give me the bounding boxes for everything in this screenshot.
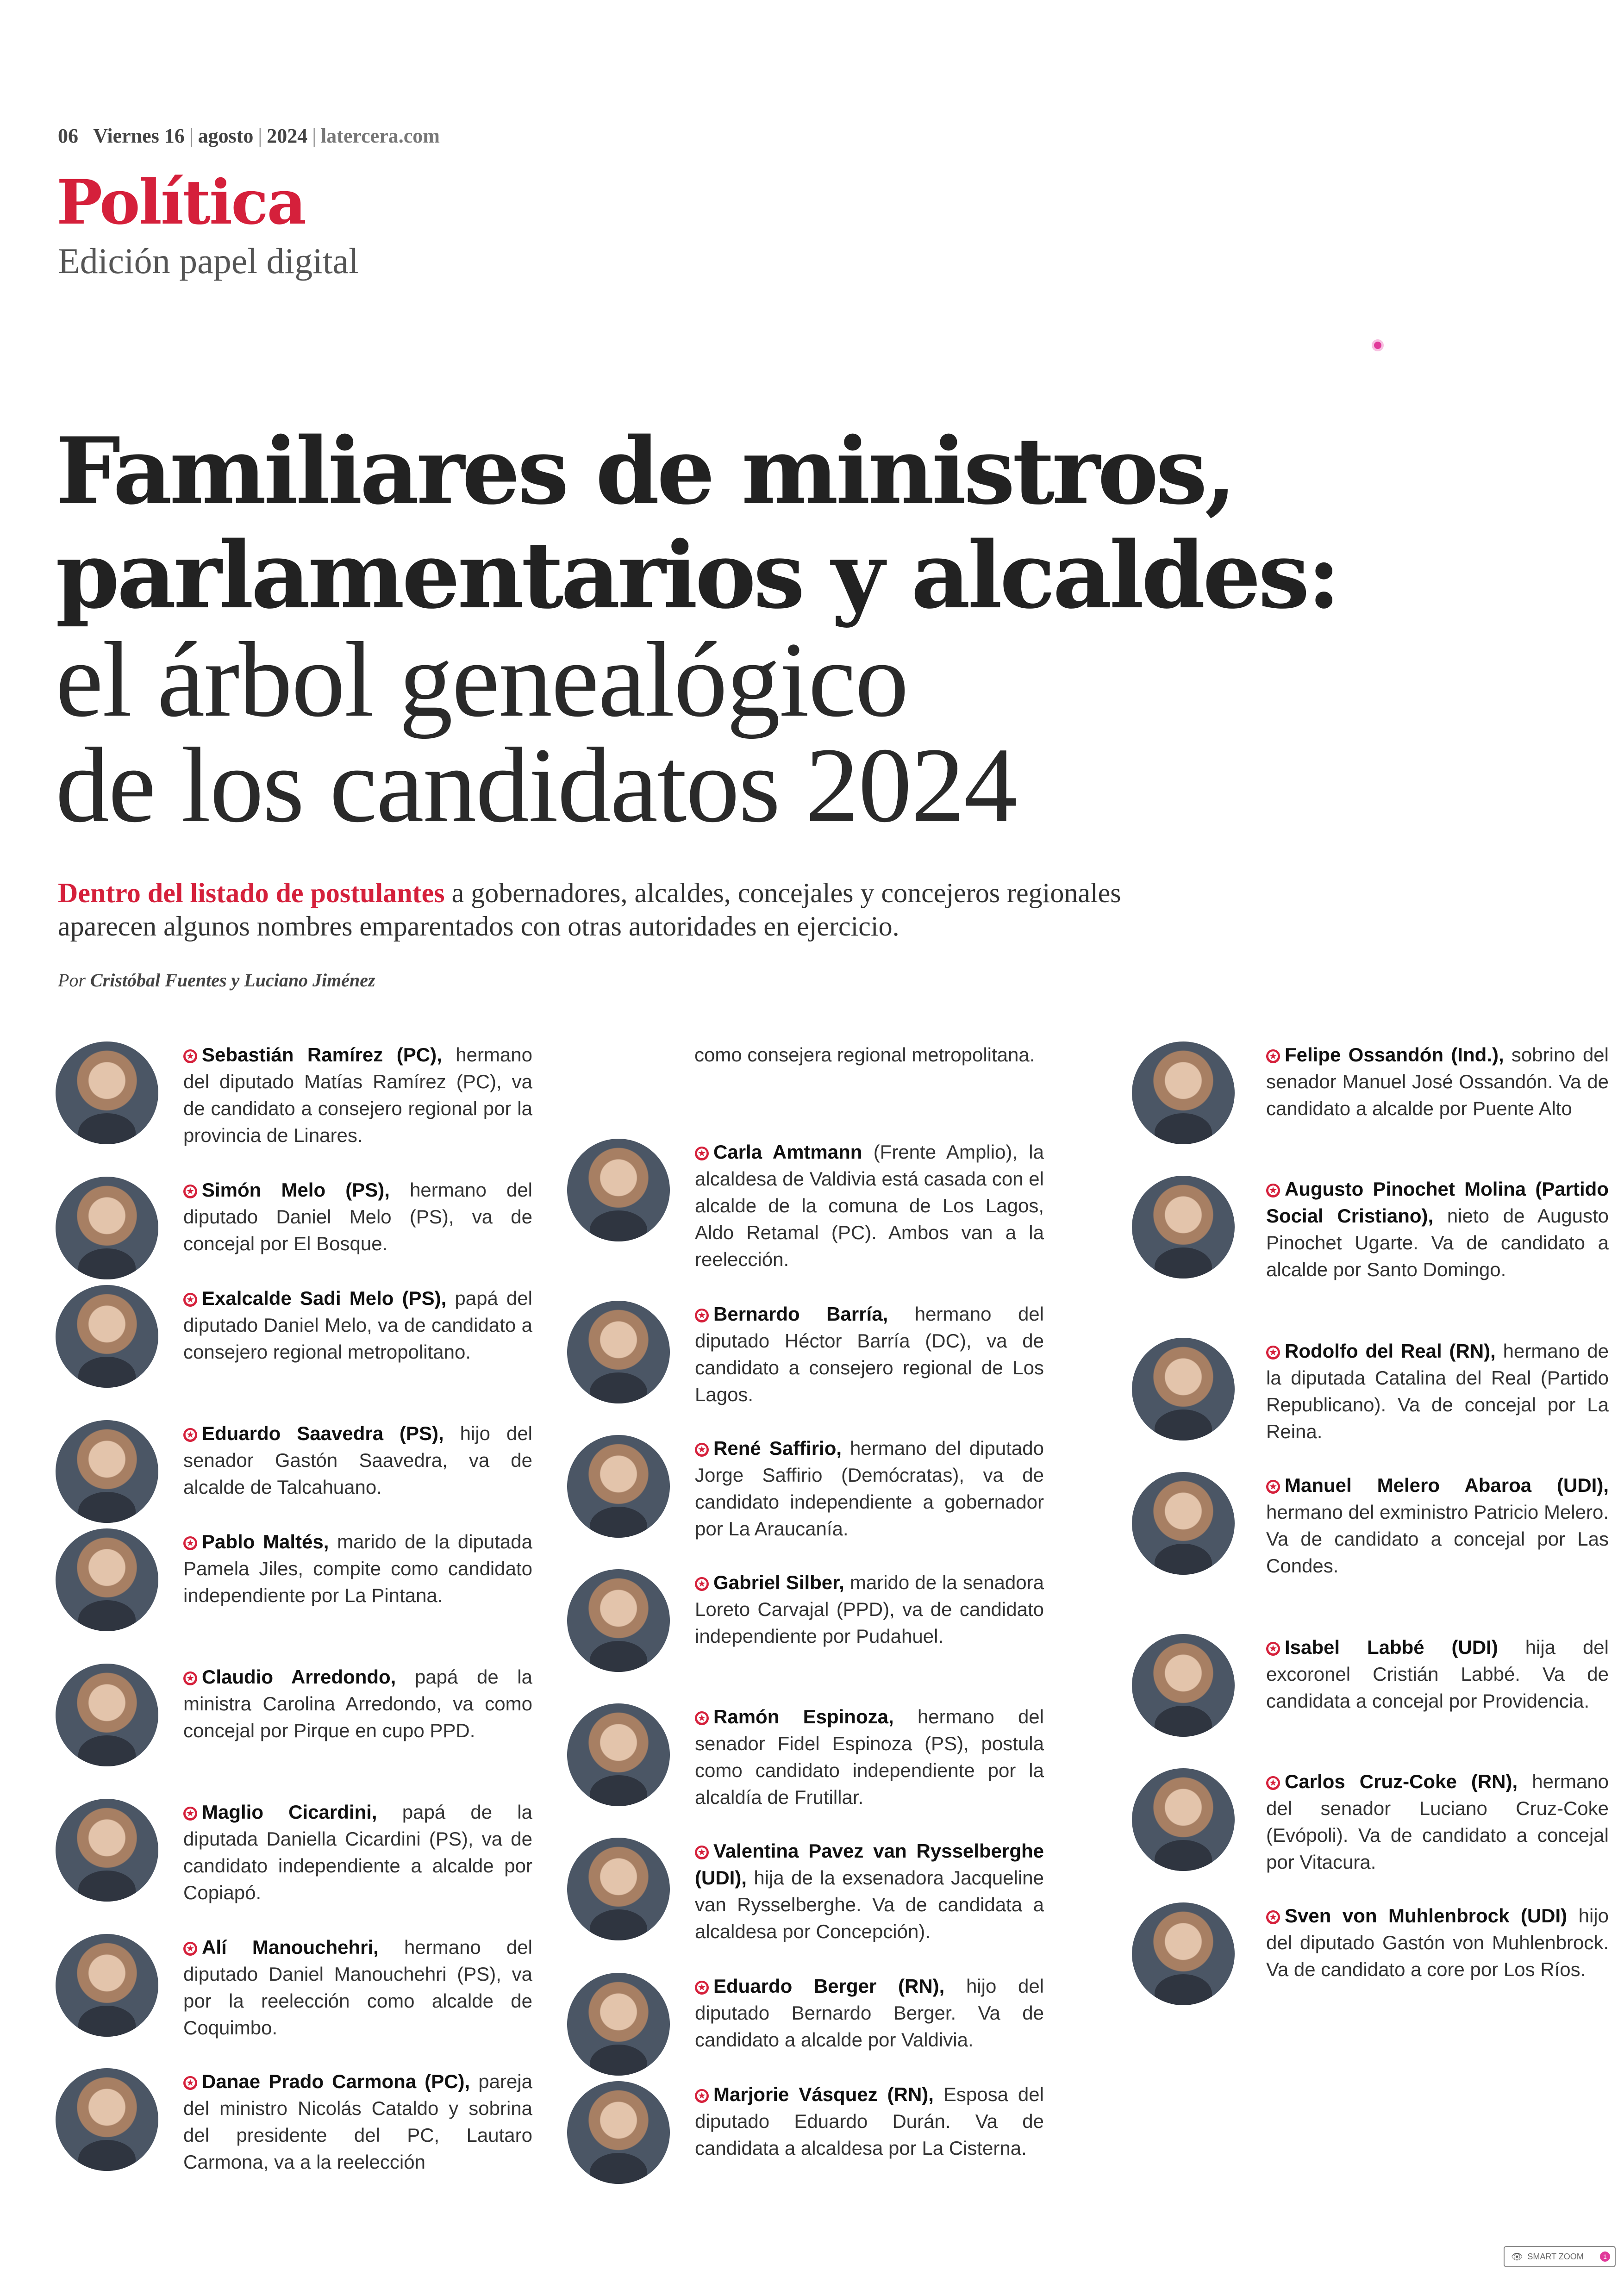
headline-line-4: de los candidatos 2024 — [56, 726, 1017, 845]
candidate-name: Felipe Ossandón (Ind.), — [1285, 1044, 1504, 1066]
candidate-description: sobrino del senador Manuel José Ossandón. Va de candidato a alcalde por Puente Alto — [1266, 1044, 1609, 1119]
star-bullet-icon: ✪ — [183, 1185, 197, 1198]
star-bullet-icon: ✪ — [695, 2089, 709, 2103]
candidate-description: papá del diputado Daniel Melo, va de candidato a consejero regional metropolitano. — [183, 1287, 533, 1363]
candidate-description: hijo del diputado Bernardo Berger. Va de candidato a alcalde por Valdivia. — [695, 1975, 1044, 2051]
candidate-text — [695, 1838, 1044, 1945]
site-link[interactable]: latercera.com — [321, 125, 440, 147]
candidate-photo — [567, 1838, 670, 1940]
candidate-entry — [56, 1934, 532, 2068]
star-bullet-icon: ✪ — [183, 1428, 197, 1442]
candidate-text — [1266, 1041, 1609, 1122]
star-bullet-icon: ✪ — [1266, 1480, 1280, 1494]
continuation-text: como consejera regional metropolitana. — [694, 1044, 1035, 1066]
candidate-entry — [1132, 1472, 1609, 1634]
folio-year: 2024 — [267, 125, 308, 147]
headline — [56, 417, 1398, 845]
candidate-name: Ramón Espinoza, — [713, 1706, 894, 1727]
star-bullet-icon: ✪ — [695, 1577, 709, 1591]
candidate-photo — [56, 1664, 158, 1766]
candidate-name: Sven von Muhlenbrock (UDI) — [1285, 1905, 1568, 1927]
candidate-text — [1266, 1176, 1609, 1283]
section-title: Política — [56, 167, 306, 238]
candidate-photo — [1132, 1902, 1235, 2005]
candidate-entry — [1132, 1176, 1609, 1338]
page-number: 06 — [58, 125, 78, 147]
candidate-text — [695, 2081, 1044, 2162]
candidate-description: hermano del diputado Daniel Manouchehri (PS), va por la reelección como alcalde de Coquimbo. — [183, 1936, 532, 2039]
candidate-name: René Saffirio, — [713, 1437, 842, 1459]
candidate-photo — [567, 1973, 670, 2076]
candidate-photo — [56, 1420, 158, 1523]
candidate-photo — [567, 2081, 670, 2184]
candidate-text — [183, 1285, 532, 1366]
candidate-name: Bernardo Barría, — [713, 1303, 888, 1325]
candidate-name: Sebastián Ramírez (PC), — [202, 1044, 442, 1066]
candidate-text — [183, 1799, 532, 1906]
candidate-name: Marjorie Vásquez (RN), — [713, 2083, 934, 2105]
headline-line-1: Familiares de ministros, — [56, 417, 1234, 525]
deck-lead: Dentro del listado de postulantes — [58, 878, 445, 908]
candidate-entry — [56, 1420, 532, 1528]
column-3 — [1132, 1041, 1609, 2018]
star-bullet-icon: ✪ — [183, 1536, 197, 1550]
candidate-description: papá de la diputada Daniella Cicardini (PS), va de candidato independiente a alcalde por Copiapó. — [183, 1801, 532, 1903]
candidate-entry — [567, 1301, 1044, 1435]
candidate-name: Rodolfo del Real (RN), — [1285, 1340, 1496, 1362]
candidate-description: hermano del diputado Héctor Barría (DC), va de candidato a consejero regional de Los Lagos. — [695, 1303, 1044, 1405]
candidate-photo — [56, 1285, 158, 1388]
candidate-entry — [567, 1139, 1044, 1301]
candidate-text — [695, 1703, 1044, 1811]
candidate-name: Carlos Cruz-Coke (RN), — [1285, 1771, 1518, 1792]
candidate-entry — [56, 1664, 532, 1799]
star-bullet-icon: ✪ — [1266, 1346, 1280, 1360]
deck — [58, 876, 1123, 943]
candidate-description: nieto de Augusto Pinochet Ugarte. Va de candidato a alcalde por Santo Domingo. — [1266, 1205, 1609, 1280]
candidate-description: hermano del senador Luciano Cruz-Coke (Evópoli). Va de candidato a concejal por Vitacura. — [1266, 1771, 1609, 1873]
candidate-text — [695, 1139, 1044, 1273]
candidate-photo — [56, 1041, 158, 1144]
candidate-text — [183, 1041, 532, 1149]
candidate-photo — [1132, 1338, 1235, 1441]
candidate-name: Claudio Arredondo, — [202, 1666, 396, 1688]
headline-line-2: parlamentarios y alcaldes: — [56, 521, 1338, 629]
candidate-entry — [1132, 1902, 1609, 2018]
candidate-photo — [1132, 1768, 1235, 1871]
candidate-photo — [567, 1703, 670, 1806]
star-bullet-icon: ✪ — [695, 1846, 709, 1859]
candidate-name: Simón Melo (PS), — [202, 1179, 390, 1201]
candidate-name: Manuel Melero Abaroa (UDI), — [1285, 1474, 1609, 1496]
candidate-text — [183, 1177, 532, 1257]
candidate-text — [695, 1301, 1044, 1408]
candidate-entry — [567, 1973, 1044, 2081]
candidate-entry — [56, 1041, 532, 1177]
star-bullet-icon: ✪ — [695, 1443, 709, 1457]
star-bullet-icon: ✪ — [1266, 1184, 1280, 1197]
candidate-name: Valentina Pavez van Rysselberghe (UDI), — [695, 1840, 1044, 1889]
candidate-photo — [56, 1177, 158, 1279]
candidate-description: marido de la diputada Pamela Jiles, compite como candidato independiente por La Pintana. — [183, 1531, 532, 1606]
candidate-entry — [567, 2081, 1044, 2220]
candidate-entry — [56, 1799, 532, 1934]
candidate-entry — [567, 1703, 1044, 1838]
star-bullet-icon: ✪ — [695, 1981, 709, 1995]
candidate-description: pareja del ministro Nicolás Cataldo y sobrina del presidente del PC, Lautaro Carmona, va a la reelección — [183, 2070, 532, 2173]
candidate-photo — [1132, 1041, 1235, 1144]
candidate-entry — [1132, 1338, 1609, 1472]
candidate-photo — [567, 1435, 670, 1538]
folio-day: Viernes 16 — [93, 125, 185, 147]
star-bullet-icon: ✪ — [183, 1942, 197, 1956]
candidate-description: hermano del diputado Matías Ramírez (PC), va de candidato a consejero regional por la provincia de Linares. — [183, 1044, 532, 1146]
candidate-photo — [1132, 1634, 1235, 1737]
candidate-description: hermano del diputado Jorge Saffirio (Demócratas), va de candidato independiente a gobernador por La Araucanía. — [695, 1437, 1044, 1540]
candidate-entry — [567, 1569, 1044, 1703]
candidate-text — [1266, 1768, 1609, 1876]
candidate-text — [183, 1934, 532, 2041]
marker-dot-icon[interactable] — [1372, 339, 1384, 351]
candidate-name: Maglio Cicardini, — [202, 1801, 377, 1823]
smart-zoom-count: 1 — [1600, 2251, 1610, 2262]
star-bullet-icon: ✪ — [695, 1309, 709, 1322]
candidate-description: hermano del exministro Patricio Melero. Va de candidato a concejal por Las Condes. — [1266, 1501, 1609, 1577]
candidate-description: hermano de la diputada Catalina del Real (Partido Republicano). Va de concejal por La Reina. — [1266, 1340, 1609, 1442]
candidate-description: hermano del diputado Daniel Melo (PS), va de concejal por El Bosque. — [183, 1179, 533, 1254]
column-2 — [567, 1041, 1044, 2220]
smart-zoom-label: SMART ZOOM — [1527, 2251, 1584, 2261]
candidate-text — [183, 1664, 532, 1744]
candidate-entry — [1132, 1768, 1609, 1902]
candidate-text — [1266, 1338, 1609, 1445]
byline-authors: Cristóbal Fuentes y Luciano Jiménez — [90, 970, 375, 991]
star-bullet-icon: ✪ — [1266, 1049, 1280, 1063]
folio-month: agosto — [198, 125, 254, 147]
star-bullet-icon: ✪ — [183, 1807, 197, 1821]
star-bullet-icon: ✪ — [183, 1293, 197, 1307]
headline-line-3: el árbol genealógico — [56, 620, 908, 739]
candidate-entry — [56, 1177, 532, 1285]
byline — [58, 969, 375, 991]
candidate-photo — [567, 1569, 670, 1672]
candidate-text — [1266, 1472, 1609, 1579]
star-bullet-icon: ✪ — [183, 2076, 197, 2090]
candidate-description: Esposa del diputado Eduardo Durán. Va de candidata a alcaldesa por La Cisterna. — [695, 2083, 1044, 2159]
star-bullet-icon: ✪ — [695, 1711, 709, 1725]
star-bullet-icon: ✪ — [1266, 1910, 1280, 1924]
candidate-photo — [56, 1528, 158, 1631]
candidate-photo — [1132, 1176, 1235, 1278]
candidate-description: papá de la ministra Carolina Arredondo, va como concejal por Pirque en cupo PPD. — [183, 1666, 532, 1741]
candidate-name: Carla Amtmann — [713, 1141, 862, 1163]
deck-rest: a gobernadores, alcaldes, concejales y concejeros regionales aparecen algunos nombres emparentados con otras autoridades en ejercicio. — [58, 878, 1121, 942]
candidate-description: hija de la exsenadora Jacqueline van Rysselberghe. Va de candidata a alcaldesa por Concepción). — [695, 1867, 1044, 1942]
candidate-text — [183, 2068, 532, 2176]
candidate-name: Isabel Labbé (UDI) — [1285, 1636, 1498, 1658]
candidate-name: Eduardo Berger (RN), — [713, 1975, 945, 1997]
candidate-photo — [567, 1139, 670, 1241]
candidate-description: (Frente Amplio), la alcaldesa de Valdivia está casada con el alcalde de la comuna de Los Lagos, Aldo Retamal (PC). Ambos van a la reelección. — [695, 1141, 1044, 1270]
candidate-entry — [1132, 1041, 1609, 1176]
candidate-text — [183, 1528, 532, 1609]
star-bullet-icon: ✪ — [695, 1147, 709, 1160]
candidate-description: hijo del senador Gastón Saavedra, va de alcalde de Talcahuano. — [183, 1422, 533, 1498]
candidate-name: Augusto Pinochet Molina (Partido Social Cristiano), — [1266, 1178, 1609, 1227]
candidate-photo — [567, 1301, 670, 1403]
star-bullet-icon: ✪ — [183, 1671, 197, 1685]
candidate-entry — [567, 1435, 1044, 1569]
candidate-description: hijo del diputado Gastón von Muhlenbrock. Va de candidato a core por Los Ríos. — [1266, 1905, 1609, 1980]
candidate-photo — [56, 1799, 158, 1902]
candidate-name: Alí Manouchehri, — [202, 1936, 379, 1958]
folio: 06 Viernes 16 | agosto | 2024 | latercera.com — [58, 125, 440, 147]
candidate-text — [695, 1973, 1044, 2053]
candidate-entry — [56, 1528, 532, 1664]
candidate-entry — [567, 1838, 1044, 1973]
column-1 — [56, 1041, 532, 2207]
candidate-text — [695, 1569, 1044, 1650]
candidate-name: Gabriel Silber, — [713, 1572, 844, 1593]
candidate-description: marido de la senadora Loreto Carvajal (PPD), va de candidato independiente por Pudahuel. — [695, 1572, 1044, 1647]
byline-prefix: Por — [58, 970, 90, 991]
star-bullet-icon: ✪ — [1266, 1776, 1280, 1790]
candidate-entry — [1132, 1634, 1609, 1768]
candidate-description: hermano del senador Fidel Espinoza (PS), postula como candidato independiente por la alcaldía de Frutillar. — [695, 1706, 1044, 1808]
smart-zoom-button[interactable] — [1504, 2246, 1616, 2267]
eye-icon: 👁 — [1511, 2251, 1523, 2262]
edition-subtitle: Edición papel digital — [58, 241, 359, 281]
candidate-name: Danae Prado Carmona (PC), — [202, 2070, 470, 2092]
candidate-text — [1266, 1902, 1609, 1983]
candidate-photo — [1132, 1472, 1235, 1575]
candidate-photo — [56, 2068, 158, 2171]
star-bullet-icon: ✪ — [1266, 1642, 1280, 1656]
candidate-text — [695, 1435, 1044, 1542]
candidate-name: Eduardo Saavedra (PS), — [202, 1422, 444, 1444]
continuation-entry — [567, 1041, 1044, 1120]
star-bullet-icon: ✪ — [183, 1049, 197, 1063]
candidate-entry — [56, 2068, 532, 2207]
candidate-entry — [56, 1285, 532, 1420]
candidate-photo — [56, 1934, 158, 2037]
candidate-name: Pablo Maltés, — [202, 1531, 329, 1553]
candidate-text — [183, 1420, 532, 1501]
candidate-name: Exalcalde Sadi Melo (PS), — [202, 1287, 447, 1309]
candidate-text — [1266, 1634, 1609, 1715]
candidate-description: hija del excoronel Cristián Labbé. Va de candidata a concejal por Providencia. — [1266, 1636, 1609, 1712]
